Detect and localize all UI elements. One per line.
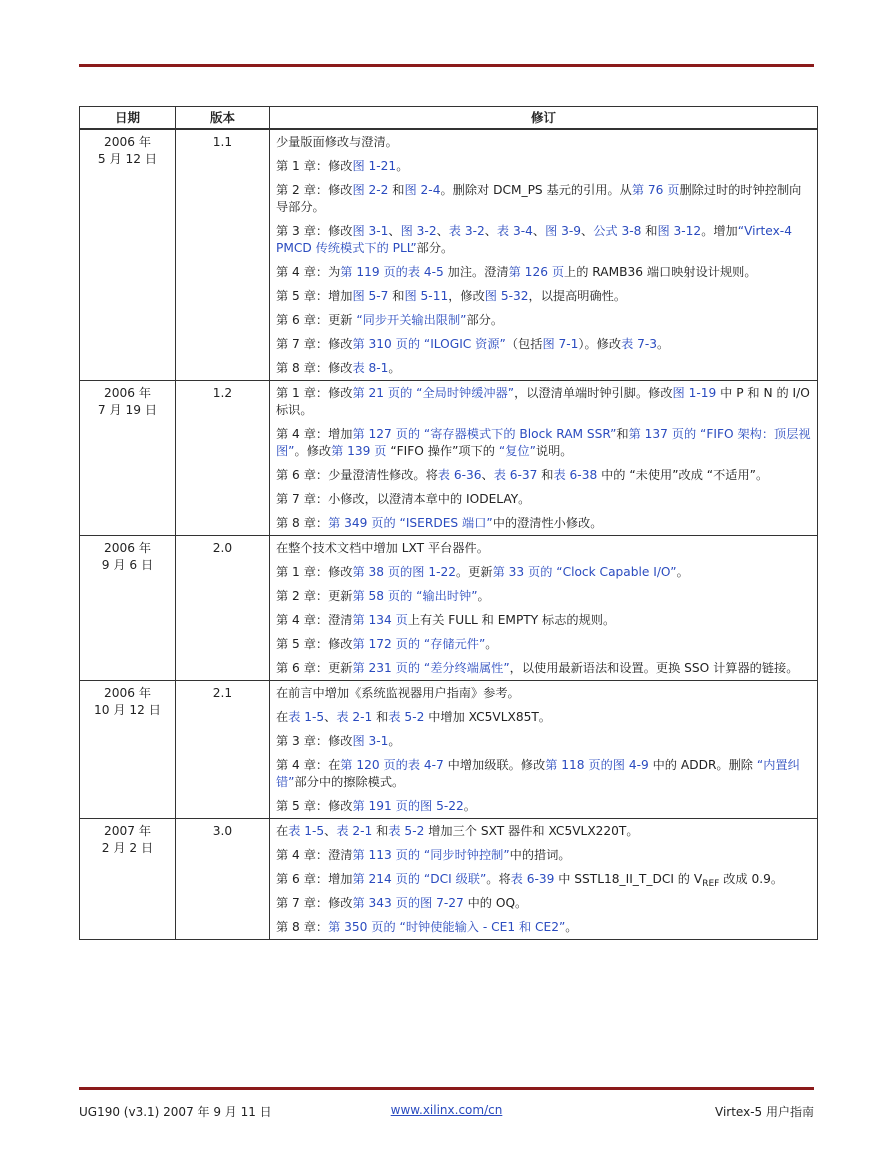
- revision-item: [276, 685, 811, 702]
- revision-date-line: 2006 年: [103, 386, 152, 400]
- revision-version: 1.1: [176, 129, 270, 381]
- revision-version: 3.0: [176, 819, 270, 940]
- cross-reference-link[interactable]: 表 1-5: [288, 710, 325, 724]
- revision-text: 第 7 章：小修改，以澄清本章中的 IODELAY。: [276, 492, 531, 506]
- table-row: [80, 819, 818, 940]
- cross-reference-link[interactable]: 表 7-3: [621, 337, 658, 351]
- revision-text: 部分。: [416, 241, 454, 255]
- revision-item: [276, 612, 811, 629]
- revision-description: [270, 381, 818, 536]
- revision-item: [276, 264, 811, 281]
- footer-doc-id: UG190 (v3.1) 2007 年 9 月 11 日: [79, 1105, 272, 1119]
- revision-text: 少量版面修改与澄清。: [276, 135, 398, 149]
- cross-reference-link[interactable]: 图 3-2: [400, 224, 437, 238]
- revision-item: [276, 515, 811, 532]
- cross-reference-link[interactable]: 表 2-1: [336, 824, 373, 838]
- cross-reference-link[interactable]: 第 350 页的 “时钟使能输入 - CE1 和 CE2”: [328, 920, 566, 934]
- revision-item: [276, 798, 811, 815]
- table-row: [80, 129, 818, 381]
- cross-reference-link[interactable]: 图 7-1: [542, 337, 579, 351]
- revision-text: 第 7 章：修改: [276, 337, 353, 351]
- cross-reference-link[interactable]: 图 1-21: [352, 159, 397, 173]
- cross-reference-link[interactable]: 第 214 页的 “DCI 级联”: [352, 872, 487, 886]
- header-rule: [79, 64, 814, 67]
- cross-reference-link[interactable]: 第 231 页的 “差分终端属性”: [352, 661, 510, 675]
- cross-reference-link[interactable]: 第 343 页的图 7-27: [352, 896, 464, 910]
- cross-reference-link[interactable]: “内置纠错”: [276, 758, 800, 789]
- revision-text: 第 8 章：修改: [276, 361, 353, 375]
- revision-text: 和: [641, 224, 658, 238]
- revision-text: 第 1 章：修改: [276, 386, 353, 400]
- revision-text: （包括: [505, 337, 543, 351]
- revision-version: 2.0: [176, 536, 270, 681]
- revision-text: 加注。澄清: [443, 265, 509, 279]
- cross-reference-link[interactable]: 公式 3-8: [593, 224, 642, 238]
- revision-item: [276, 871, 811, 888]
- revision-text: 第 5 章：修改: [276, 637, 353, 651]
- cross-reference-link[interactable]: 图 5-32: [484, 289, 529, 303]
- revision-text: 中 P 和 N 的 I/O 标识。: [276, 386, 810, 417]
- revision-text: 第 6 章：少量澄清性修改。将: [276, 468, 438, 482]
- revision-item: [276, 467, 811, 484]
- cross-reference-link[interactable]: 第 21 页的 “全局时钟缓冲器”: [352, 386, 515, 400]
- cross-reference-link[interactable]: 第 310 页的 “ILOGIC 资源”: [352, 337, 506, 351]
- table-header-row: [80, 107, 818, 130]
- cross-reference-link[interactable]: 表 5-2: [388, 824, 425, 838]
- table-row: [80, 681, 818, 819]
- revision-text: 和: [537, 468, 554, 482]
- revision-text: 中的 OQ。: [463, 896, 528, 910]
- cross-reference-link[interactable]: 第 172 页的 “存储元件”: [352, 637, 486, 651]
- subscript-text: REF: [702, 879, 720, 889]
- revision-item: [276, 360, 811, 377]
- revision-item: [276, 709, 811, 726]
- revision-item: [276, 312, 811, 329]
- revision-text: ，以提高明确性。: [528, 289, 627, 303]
- cross-reference-link[interactable]: “同步开关输出限制”: [356, 313, 467, 327]
- revision-description: [270, 681, 818, 819]
- revision-item: [276, 288, 811, 305]
- revision-text: ，以使用最新语法和设置。更换 SSO 计算器的链接。: [509, 661, 799, 675]
- cross-reference-link[interactable]: 第 113 页的 “同步时钟控制”: [352, 848, 510, 862]
- revision-text: 。: [485, 637, 498, 651]
- cross-reference-link[interactable]: “Virtex-4 PMCD 传统模式下的 PLL”: [276, 224, 792, 255]
- revision-description: [270, 819, 818, 940]
- cross-reference-link[interactable]: 图 3-1: [352, 224, 389, 238]
- header-date: 日期: [80, 107, 176, 130]
- revision-date: [80, 819, 176, 940]
- cross-reference-link[interactable]: 图 3-9: [545, 224, 582, 238]
- revision-item: [276, 336, 811, 353]
- revision-text: ，以澄清单端时钟引脚。修改: [514, 386, 673, 400]
- revision-text: “FIFO 操作”项下的: [386, 444, 499, 458]
- revision-text: 在: [276, 824, 289, 838]
- revision-text: 中 SSTL18_II_T_DCI 的 V: [554, 872, 703, 886]
- table-body: [80, 129, 818, 940]
- revision-text: 第 1 章：修改: [276, 159, 353, 173]
- cross-reference-link[interactable]: 第 137 页的 “FIFO 架构：顶层视图”: [276, 427, 811, 458]
- revision-text: 第 4 章：在: [276, 758, 341, 772]
- revision-text: 中的 ADDR。删除: [648, 758, 757, 772]
- revision-item: [276, 895, 811, 912]
- cross-reference-link[interactable]: 第 139 页: [331, 444, 387, 458]
- table-row: [80, 536, 818, 681]
- revision-date-line: 2 月 2 日: [101, 841, 154, 855]
- revision-text: 在前言中增加《系统监视器用户指南》参考。: [276, 686, 520, 700]
- cross-reference-link[interactable]: 第 76 页: [631, 183, 680, 197]
- revision-date-line: 9 月 6 日: [101, 558, 154, 572]
- revision-text: ）。修改: [578, 337, 622, 351]
- revision-text: 、: [388, 224, 401, 238]
- revision-text: 、: [481, 468, 494, 482]
- revision-date-line: 7 月 19 日: [97, 403, 158, 417]
- revision-text: 第 4 章：为: [276, 265, 341, 279]
- revision-text: 。: [388, 361, 401, 375]
- revision-text: 。: [388, 734, 401, 748]
- footer-url-link[interactable]: www.xilinx.com/cn: [390, 1103, 503, 1117]
- revision-item: [276, 385, 811, 419]
- revision-text: 在整个技术文档中增加 LXT 平台器件。: [276, 541, 489, 555]
- revision-item: [276, 564, 811, 581]
- revision-text: 第 8 章：: [276, 516, 329, 530]
- revision-item: [276, 491, 811, 508]
- revision-item: [276, 158, 811, 175]
- revision-text: 和: [616, 427, 629, 441]
- cross-reference-link[interactable]: 第 118 页的图 4-9: [545, 758, 649, 772]
- revision-version: 1.2: [176, 381, 270, 536]
- cross-reference-link[interactable]: 第 127 页的 “寄存器模式下的 Block RAM SSR”: [352, 427, 617, 441]
- revision-date-line: 2006 年: [103, 541, 152, 555]
- revision-description: [270, 129, 818, 381]
- revision-text: 。: [396, 159, 409, 173]
- cross-reference-link[interactable]: 图 2-2: [352, 183, 389, 197]
- cross-reference-link[interactable]: 图 1-19: [672, 386, 717, 400]
- revision-date: [80, 536, 176, 681]
- cross-reference-link[interactable]: 第 33 页的 “Clock Capable I/O”: [492, 565, 677, 579]
- revision-item: [276, 919, 811, 936]
- revision-text: 第 7 章：修改: [276, 896, 353, 910]
- revision-date-line: 2006 年: [103, 686, 152, 700]
- revision-date-line: 5 月 12 日: [97, 152, 158, 166]
- revision-text: 和: [372, 824, 389, 838]
- revision-text: 第 3 章：修改: [276, 734, 353, 748]
- revision-date-line: 10 月 12 日: [93, 703, 161, 717]
- revision-text: 中的澄清性小修改。: [492, 516, 603, 530]
- revision-text: 改成 0.9。: [719, 872, 784, 886]
- revision-text: 第 8 章：: [276, 920, 329, 934]
- revision-text: 部分中的擦除模式。: [294, 775, 405, 789]
- cross-reference-link[interactable]: 第 38 页的图 1-22: [352, 565, 456, 579]
- cross-reference-link[interactable]: 表 6-36: [437, 468, 482, 482]
- cross-reference-link[interactable]: 图 3-1: [352, 734, 389, 748]
- revision-text: 上有关 FULL 和 EMPTY 标志的规则。: [407, 613, 616, 627]
- revision-text: 第 5 章：修改: [276, 799, 353, 813]
- cross-reference-link[interactable]: 第 126 页: [508, 265, 565, 279]
- revision-text: 和: [388, 289, 405, 303]
- revision-text: 第 6 章：更新: [276, 661, 353, 675]
- cross-reference-link[interactable]: 表 3-2: [448, 224, 485, 238]
- revision-text: 第 2 章：修改: [276, 183, 353, 197]
- revision-text: 增加三个 SXT 器件和 XC5VLX220T。: [424, 824, 639, 838]
- revision-text: 。更新: [456, 565, 493, 579]
- cross-reference-link[interactable]: 第 119 页的表 4-5: [340, 265, 444, 279]
- cross-reference-link[interactable]: 表 6-38: [553, 468, 598, 482]
- revision-text: 、: [436, 224, 449, 238]
- cross-reference-link[interactable]: 表 2-1: [336, 710, 373, 724]
- table-row: [80, 381, 818, 536]
- revision-text: 。删除对 DCM_PS 基元的引用。从: [440, 183, 632, 197]
- revision-text: 第 5 章：增加: [276, 289, 353, 303]
- revision-text: 第 2 章：更新: [276, 589, 353, 603]
- cross-reference-link[interactable]: “复位”: [498, 444, 536, 458]
- revision-item: [276, 182, 811, 216]
- revision-text: 中增加级联。修改: [443, 758, 546, 772]
- header-revision: 修订: [270, 107, 818, 130]
- revision-text: 。增加: [701, 224, 738, 238]
- revision-text: 第 4 章：澄清: [276, 848, 353, 862]
- cross-reference-link[interactable]: 图 3-12: [657, 224, 702, 238]
- revision-item: [276, 426, 811, 460]
- cross-reference-link[interactable]: 第 191 页的图 5-22: [352, 799, 464, 813]
- revision-item: [276, 823, 811, 840]
- revision-text: 第 3 章：修改: [276, 224, 353, 238]
- revision-text: 第 6 章：增加: [276, 872, 353, 886]
- revision-text: 第 1 章：修改: [276, 565, 353, 579]
- revision-date: [80, 381, 176, 536]
- revision-text: 上的 RAMB36 端口映射设计规则。: [564, 265, 757, 279]
- revision-version: 2.1: [176, 681, 270, 819]
- cross-reference-link[interactable]: 图 5-7: [352, 289, 389, 303]
- revision-item: [276, 636, 811, 653]
- revision-text: 第 6 章：更新: [276, 313, 357, 327]
- revision-text: 第 4 章：澄清: [276, 613, 353, 627]
- cross-reference-link[interactable]: 表 3-4: [496, 224, 533, 238]
- cross-reference-link[interactable]: 表 6-37: [493, 468, 538, 482]
- revision-text: 。: [657, 337, 670, 351]
- revision-date: [80, 129, 176, 381]
- revision-text: 和: [372, 710, 389, 724]
- revision-text: 和: [388, 183, 405, 197]
- revision-item: [276, 588, 811, 605]
- revision-history-table: [79, 106, 818, 940]
- cross-reference-link[interactable]: 第 120 页的表 4-7: [340, 758, 444, 772]
- cross-reference-link[interactable]: 表 8-1: [352, 361, 389, 375]
- revision-text: 、: [324, 824, 337, 838]
- cross-reference-link[interactable]: 表 5-2: [388, 710, 425, 724]
- footer-guide-title: Virtex-5 用户指南: [715, 1105, 814, 1119]
- revision-text: 部分。: [466, 313, 504, 327]
- header-version: 版本: [176, 107, 270, 130]
- revision-description: [270, 536, 818, 681]
- footer-rule: [79, 1087, 814, 1090]
- revision-text: 、: [484, 224, 497, 238]
- cross-reference-link[interactable]: 图 2-4: [404, 183, 441, 197]
- cross-reference-link[interactable]: 图 5-11: [404, 289, 449, 303]
- revision-text: 、: [324, 710, 337, 724]
- revision-text: 。: [676, 565, 689, 579]
- revision-text: 。将: [486, 872, 511, 886]
- revision-item: [276, 540, 811, 557]
- revision-date: [80, 681, 176, 819]
- revision-text: 。: [463, 799, 476, 813]
- revision-date-line: 2007 年: [103, 824, 152, 838]
- revision-text: 中增加 XC5VLX85T。: [424, 710, 551, 724]
- revision-date-line: 2006 年: [103, 135, 152, 149]
- cross-reference-link[interactable]: 第 134 页: [352, 613, 408, 627]
- cross-reference-link[interactable]: 表 1-5: [288, 824, 325, 838]
- revision-item: [276, 847, 811, 864]
- revision-item: [276, 733, 811, 750]
- revision-text: ，修改: [448, 289, 485, 303]
- revision-text: 。: [477, 589, 490, 603]
- revision-text: 在: [276, 710, 289, 724]
- revision-text: 、: [532, 224, 546, 238]
- revision-item: [276, 223, 811, 257]
- revision-text: 删除过时的时钟控制向导部分。: [276, 183, 802, 214]
- revision-item: [276, 660, 811, 677]
- revision-item: [276, 134, 811, 151]
- revision-text: 说明。: [535, 444, 573, 458]
- revision-text: 中的 “未使用”改成 “不适用”。: [597, 468, 769, 482]
- cross-reference-link[interactable]: 第 349 页的 “ISERDES 端口”: [328, 516, 493, 530]
- cross-reference-link[interactable]: 表 6-39: [510, 872, 555, 886]
- cross-reference-link[interactable]: 第 58 页的 “输出时钟”: [352, 589, 478, 603]
- revision-text: 中的措词。: [509, 848, 571, 862]
- revision-text: 。修改: [294, 444, 332, 458]
- revision-text: 。: [565, 920, 578, 934]
- revision-text: 第 4 章：增加: [276, 427, 353, 441]
- revision-item: [276, 757, 811, 791]
- revision-text: 、: [581, 224, 594, 238]
